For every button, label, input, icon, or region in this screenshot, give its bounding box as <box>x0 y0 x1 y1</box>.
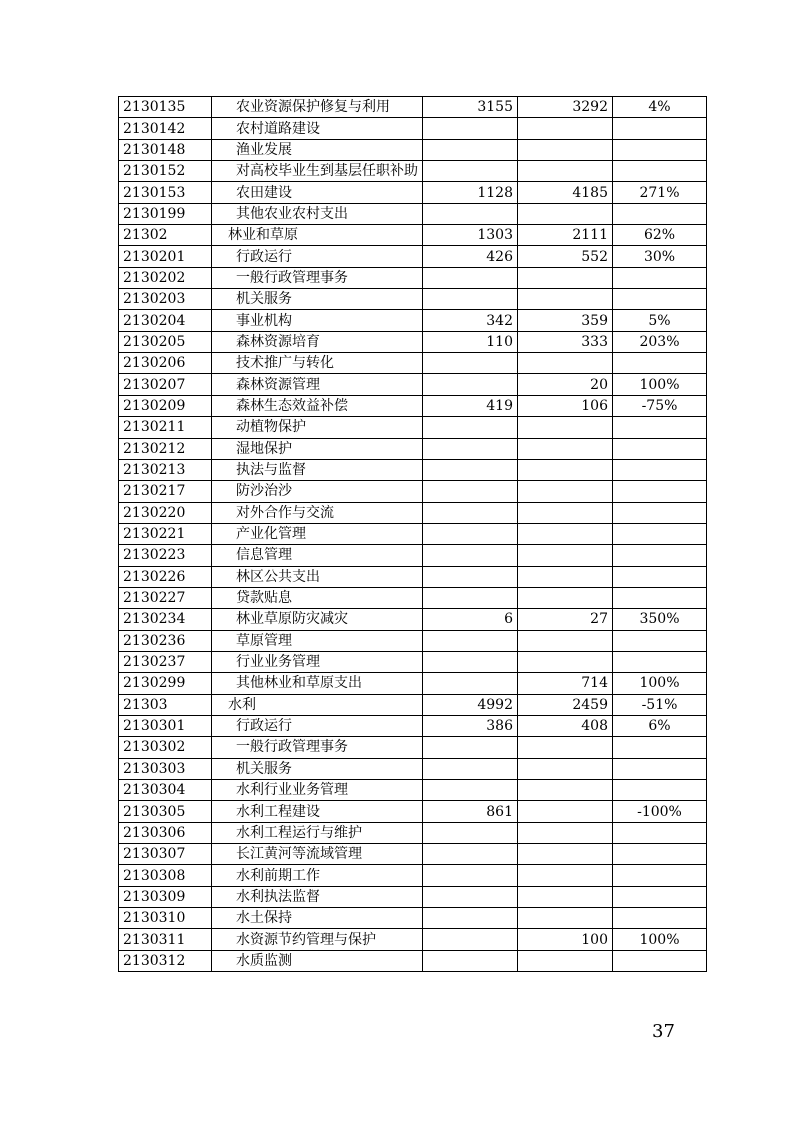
prior-year-value-cell <box>423 417 518 438</box>
change-percent-cell <box>613 822 707 843</box>
table-row <box>119 780 707 801</box>
current-year-value-cell <box>518 139 613 160</box>
account-code-cell: 2130209 <box>119 395 212 416</box>
table-row <box>119 908 707 929</box>
change-percent-cell <box>613 161 707 182</box>
account-code-cell: 2130135 <box>119 97 212 118</box>
account-code-cell: 2130226 <box>119 566 212 587</box>
table-row <box>119 203 707 224</box>
current-year-value-cell: 408 <box>518 715 613 736</box>
current-year-value-cell <box>518 118 613 139</box>
table-row <box>119 801 707 822</box>
prior-year-value-cell <box>423 353 518 374</box>
change-percent-cell <box>613 865 707 886</box>
account-name-cell: 森林资源管理 <box>212 374 423 395</box>
change-percent-cell <box>613 459 707 480</box>
account-code-cell: 2130212 <box>119 438 212 459</box>
account-name-cell: 行业业务管理 <box>212 651 423 672</box>
account-name-cell: 农田建设 <box>212 182 423 203</box>
table-row <box>119 502 707 523</box>
current-year-value-cell <box>518 950 613 971</box>
current-year-value-cell <box>518 908 613 929</box>
account-code-cell: 2130213 <box>119 459 212 480</box>
account-name-cell: 水利工程建设 <box>212 801 423 822</box>
prior-year-value-cell <box>423 481 518 502</box>
change-percent-cell <box>613 481 707 502</box>
account-name-cell: 信息管理 <box>212 545 423 566</box>
change-percent-cell <box>613 651 707 672</box>
account-code-cell: 2130205 <box>119 331 212 352</box>
account-name-cell: 对高校毕业生到基层任职补助 <box>212 161 423 182</box>
account-name-cell: 其他农业农村支出 <box>212 203 423 224</box>
account-code-cell: 2130203 <box>119 289 212 310</box>
account-name-cell: 林业和草原 <box>212 225 423 246</box>
account-name-cell: 执法与监督 <box>212 459 423 480</box>
current-year-value-cell <box>518 289 613 310</box>
change-percent-cell: 30% <box>613 246 707 267</box>
current-year-value-cell <box>518 587 613 608</box>
account-code-cell: 2130304 <box>119 780 212 801</box>
account-name-cell: 行政运行 <box>212 246 423 267</box>
page-number: 37 <box>652 1021 675 1042</box>
account-name-cell: 林业草原防灾减灾 <box>212 609 423 630</box>
change-percent-cell <box>613 139 707 160</box>
prior-year-value-cell <box>423 523 518 544</box>
prior-year-value-cell <box>423 865 518 886</box>
table-row <box>119 97 707 118</box>
prior-year-value-cell <box>423 737 518 758</box>
prior-year-value-cell <box>423 267 518 288</box>
current-year-value-cell: 2111 <box>518 225 613 246</box>
current-year-value-cell <box>518 523 613 544</box>
change-percent-cell <box>613 566 707 587</box>
prior-year-value-cell: 342 <box>423 310 518 331</box>
account-code-cell: 2130223 <box>119 545 212 566</box>
table-row <box>119 438 707 459</box>
table-row <box>119 267 707 288</box>
account-code-cell: 2130299 <box>119 673 212 694</box>
account-code-cell: 2130312 <box>119 950 212 971</box>
table-row <box>119 737 707 758</box>
change-percent-cell <box>613 502 707 523</box>
account-name-cell: 农村道路建设 <box>212 118 423 139</box>
change-percent-cell: 5% <box>613 310 707 331</box>
account-code-cell: 2130207 <box>119 374 212 395</box>
account-code-cell: 2130303 <box>119 758 212 779</box>
account-name-cell: 产业化管理 <box>212 523 423 544</box>
change-percent-cell: 100% <box>613 673 707 694</box>
account-code-cell: 2130227 <box>119 587 212 608</box>
account-name-cell: 机关服务 <box>212 758 423 779</box>
prior-year-value-cell <box>423 459 518 480</box>
table-row <box>119 545 707 566</box>
change-percent-cell <box>613 353 707 374</box>
prior-year-value-cell: 861 <box>423 801 518 822</box>
table-row <box>119 566 707 587</box>
account-name-cell: 水利 <box>212 694 423 715</box>
current-year-value-cell <box>518 353 613 374</box>
change-percent-cell <box>613 523 707 544</box>
account-name-cell: 水质监测 <box>212 950 423 971</box>
current-year-value-cell <box>518 630 613 651</box>
account-name-cell: 长江黄河等流域管理 <box>212 844 423 865</box>
account-name-cell: 林区公共支出 <box>212 566 423 587</box>
table-row <box>119 630 707 651</box>
current-year-value-cell <box>518 822 613 843</box>
account-name-cell: 森林生态效益补偿 <box>212 395 423 416</box>
current-year-value-cell <box>518 438 613 459</box>
prior-year-value-cell <box>423 950 518 971</box>
table-row <box>119 844 707 865</box>
prior-year-value-cell <box>423 545 518 566</box>
change-percent-cell <box>613 908 707 929</box>
account-code-cell: 2130309 <box>119 886 212 907</box>
prior-year-value-cell: 4992 <box>423 694 518 715</box>
prior-year-value-cell <box>423 161 518 182</box>
current-year-value-cell <box>518 886 613 907</box>
change-percent-cell: 6% <box>613 715 707 736</box>
account-code-cell: 2130148 <box>119 139 212 160</box>
table-row <box>119 118 707 139</box>
budget-table-body <box>119 97 707 972</box>
table-row <box>119 225 707 246</box>
prior-year-value-cell <box>423 374 518 395</box>
table-row <box>119 886 707 907</box>
current-year-value-cell: 2459 <box>518 694 613 715</box>
account-name-cell: 贷款贴息 <box>212 587 423 608</box>
change-percent-cell <box>613 950 707 971</box>
table-row <box>119 758 707 779</box>
change-percent-cell <box>613 630 707 651</box>
account-code-cell: 2130306 <box>119 822 212 843</box>
prior-year-value-cell <box>423 822 518 843</box>
account-name-cell: 其他林业和草原支出 <box>212 673 423 694</box>
change-percent-cell <box>613 886 707 907</box>
prior-year-value-cell: 1128 <box>423 182 518 203</box>
change-percent-cell: 203% <box>613 331 707 352</box>
account-code-cell: 2130308 <box>119 865 212 886</box>
account-code-cell: 2130236 <box>119 630 212 651</box>
table-row <box>119 417 707 438</box>
change-percent-cell <box>613 438 707 459</box>
account-name-cell: 水利执法监督 <box>212 886 423 907</box>
table-row <box>119 609 707 630</box>
change-percent-cell <box>613 289 707 310</box>
current-year-value-cell: 106 <box>518 395 613 416</box>
change-percent-cell <box>613 545 707 566</box>
change-percent-cell: -100% <box>613 801 707 822</box>
table-row <box>119 331 707 352</box>
prior-year-value-cell <box>423 651 518 672</box>
account-name-cell: 水资源节约管理与保护 <box>212 929 423 950</box>
change-percent-cell: -75% <box>613 395 707 416</box>
table-row <box>119 182 707 203</box>
change-percent-cell <box>613 118 707 139</box>
table-row <box>119 459 707 480</box>
prior-year-value-cell: 426 <box>423 246 518 267</box>
current-year-value-cell: 27 <box>518 609 613 630</box>
account-name-cell: 森林资源培育 <box>212 331 423 352</box>
prior-year-value-cell <box>423 139 518 160</box>
table-row <box>119 673 707 694</box>
change-percent-cell <box>613 203 707 224</box>
account-name-cell: 水利行业业务管理 <box>212 780 423 801</box>
prior-year-value-cell <box>423 929 518 950</box>
table-row <box>119 481 707 502</box>
prior-year-value-cell <box>423 203 518 224</box>
account-code-cell: 21302 <box>119 225 212 246</box>
account-code-cell: 2130311 <box>119 929 212 950</box>
prior-year-value-cell <box>423 587 518 608</box>
account-name-cell: 一般行政管理事务 <box>212 267 423 288</box>
account-code-cell: 2130237 <box>119 651 212 672</box>
account-code-cell: 2130301 <box>119 715 212 736</box>
account-code-cell: 2130302 <box>119 737 212 758</box>
table-row <box>119 950 707 971</box>
change-percent-cell: 350% <box>613 609 707 630</box>
prior-year-value-cell <box>423 758 518 779</box>
table-row <box>119 310 707 331</box>
current-year-value-cell <box>518 737 613 758</box>
account-code-cell: 2130142 <box>119 118 212 139</box>
change-percent-cell <box>613 844 707 865</box>
account-code-cell: 2130217 <box>119 481 212 502</box>
prior-year-value-cell <box>423 289 518 310</box>
prior-year-value-cell <box>423 886 518 907</box>
account-name-cell: 事业机构 <box>212 310 423 331</box>
current-year-value-cell <box>518 780 613 801</box>
account-name-cell: 动植物保护 <box>212 417 423 438</box>
prior-year-value-cell <box>423 673 518 694</box>
change-percent-cell <box>613 758 707 779</box>
table-row <box>119 374 707 395</box>
current-year-value-cell: 552 <box>518 246 613 267</box>
change-percent-cell: 100% <box>613 929 707 950</box>
account-name-cell: 渔业发展 <box>212 139 423 160</box>
table-row <box>119 694 707 715</box>
account-name-cell: 防沙治沙 <box>212 481 423 502</box>
current-year-value-cell <box>518 545 613 566</box>
change-percent-cell <box>613 417 707 438</box>
table-row <box>119 587 707 608</box>
account-code-cell: 2130206 <box>119 353 212 374</box>
table-row <box>119 822 707 843</box>
account-code-cell: 2130220 <box>119 502 212 523</box>
change-percent-cell <box>613 587 707 608</box>
current-year-value-cell <box>518 801 613 822</box>
current-year-value-cell <box>518 502 613 523</box>
prior-year-value-cell: 6 <box>423 609 518 630</box>
account-code-cell: 2130310 <box>119 908 212 929</box>
account-code-cell: 21303 <box>119 694 212 715</box>
current-year-value-cell: 4185 <box>518 182 613 203</box>
current-year-value-cell <box>518 481 613 502</box>
account-name-cell: 机关服务 <box>212 289 423 310</box>
table-row <box>119 395 707 416</box>
table-row <box>119 865 707 886</box>
prior-year-value-cell: 386 <box>423 715 518 736</box>
prior-year-value-cell <box>423 844 518 865</box>
table-row <box>119 139 707 160</box>
current-year-value-cell: 3292 <box>518 97 613 118</box>
change-percent-cell: 271% <box>613 182 707 203</box>
table-row <box>119 929 707 950</box>
current-year-value-cell: 20 <box>518 374 613 395</box>
current-year-value-cell: 359 <box>518 310 613 331</box>
account-name-cell: 行政运行 <box>212 715 423 736</box>
account-code-cell: 2130307 <box>119 844 212 865</box>
prior-year-value-cell: 3155 <box>423 97 518 118</box>
account-name-cell: 草原管理 <box>212 630 423 651</box>
account-name-cell: 水土保持 <box>212 908 423 929</box>
account-code-cell: 2130204 <box>119 310 212 331</box>
change-percent-cell: 62% <box>613 225 707 246</box>
change-percent-cell <box>613 780 707 801</box>
account-code-cell: 2130201 <box>119 246 212 267</box>
current-year-value-cell <box>518 758 613 779</box>
prior-year-value-cell: 419 <box>423 395 518 416</box>
account-code-cell: 2130221 <box>119 523 212 544</box>
account-name-cell: 水利工程运行与维护 <box>212 822 423 843</box>
current-year-value-cell: 333 <box>518 331 613 352</box>
table-row <box>119 523 707 544</box>
current-year-value-cell <box>518 267 613 288</box>
table-row <box>119 161 707 182</box>
prior-year-value-cell <box>423 118 518 139</box>
prior-year-value-cell <box>423 566 518 587</box>
account-name-cell: 水利前期工作 <box>212 865 423 886</box>
budget-table <box>118 96 707 972</box>
table-row <box>119 715 707 736</box>
current-year-value-cell <box>518 651 613 672</box>
current-year-value-cell <box>518 459 613 480</box>
prior-year-value-cell: 110 <box>423 331 518 352</box>
change-percent-cell: -51% <box>613 694 707 715</box>
prior-year-value-cell: 1303 <box>423 225 518 246</box>
prior-year-value-cell <box>423 908 518 929</box>
account-code-cell: 2130152 <box>119 161 212 182</box>
prior-year-value-cell <box>423 502 518 523</box>
current-year-value-cell: 100 <box>518 929 613 950</box>
table-row <box>119 353 707 374</box>
change-percent-cell: 100% <box>613 374 707 395</box>
account-code-cell: 2130234 <box>119 609 212 630</box>
current-year-value-cell <box>518 865 613 886</box>
account-name-cell: 对外合作与交流 <box>212 502 423 523</box>
current-year-value-cell <box>518 417 613 438</box>
change-percent-cell: 4% <box>613 97 707 118</box>
table-row <box>119 651 707 672</box>
current-year-value-cell: 714 <box>518 673 613 694</box>
current-year-value-cell <box>518 161 613 182</box>
account-name-cell: 湿地保护 <box>212 438 423 459</box>
account-code-cell: 2130202 <box>119 267 212 288</box>
account-name-cell: 技术推广与转化 <box>212 353 423 374</box>
account-code-cell: 2130153 <box>119 182 212 203</box>
prior-year-value-cell <box>423 780 518 801</box>
prior-year-value-cell <box>423 630 518 651</box>
table-row <box>119 246 707 267</box>
prior-year-value-cell <box>423 438 518 459</box>
account-code-cell: 2130211 <box>119 417 212 438</box>
current-year-value-cell <box>518 203 613 224</box>
change-percent-cell <box>613 737 707 758</box>
current-year-value-cell <box>518 844 613 865</box>
account-name-cell: 一般行政管理事务 <box>212 737 423 758</box>
account-code-cell: 2130305 <box>119 801 212 822</box>
change-percent-cell <box>613 267 707 288</box>
account-code-cell: 2130199 <box>119 203 212 224</box>
account-name-cell: 农业资源保护修复与利用 <box>212 97 423 118</box>
current-year-value-cell <box>518 566 613 587</box>
table-row <box>119 289 707 310</box>
